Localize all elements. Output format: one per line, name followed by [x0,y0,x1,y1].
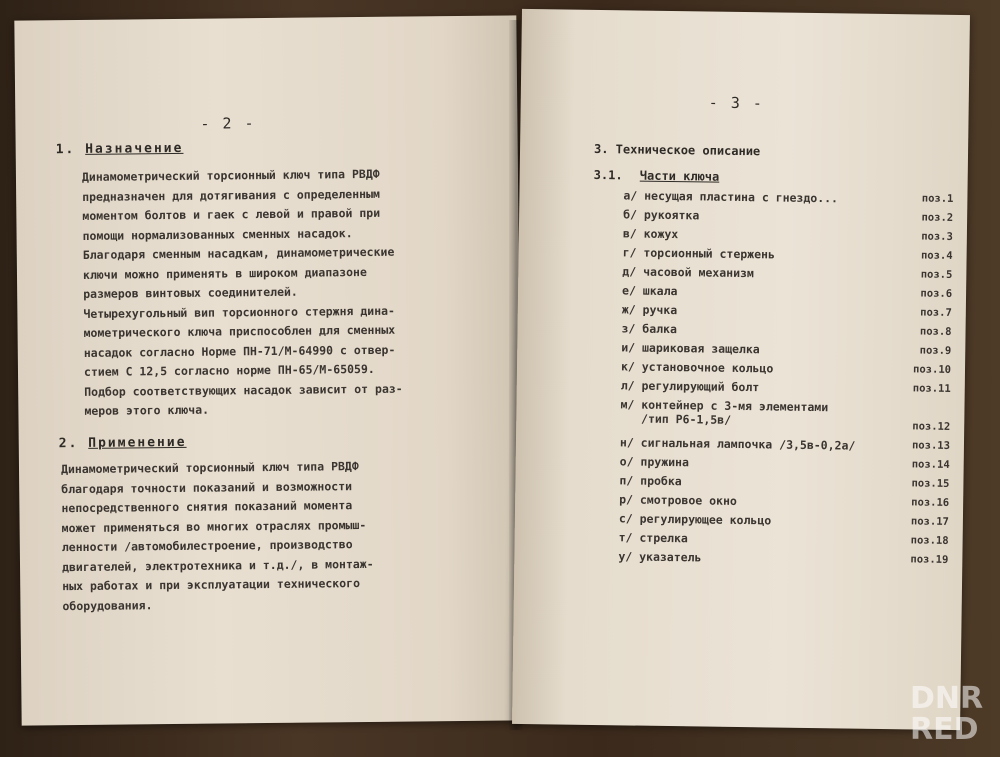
section-title: Назначение [85,140,184,157]
list-item: г/ торсионный стержень поз.4 [622,245,953,262]
list-item: к/ установочное кольцо поз.10 [620,359,952,376]
parts-list [618,188,953,573]
watermark-line: RED [910,712,979,747]
watermark-logo [910,683,990,745]
subsection-title: Части ключа [639,168,720,184]
list-item: о/ пружина поз.14 [619,454,950,471]
section-number: 2. [58,436,79,452]
section-1-heading [56,141,184,157]
list-item: р/ смотровое окно поз.16 [619,492,950,509]
list-item: н/ сигнальная лампочка /3,5в-0,2а/ поз.13 [619,435,951,453]
section-title: Применение [88,434,187,451]
list-item: м/ контейнер с 3-мя элементами /тип Р6-1,5в/ поз.12 [620,397,951,433]
page-number: - 2 - [200,114,256,133]
section-2-heading [59,435,187,451]
list-item: т/ стрелка поз.18 [618,530,949,547]
section-3-heading: 3. Техническое описание [593,141,761,159]
list-item: ж/ ручка поз.7 [621,302,952,319]
list-item: а/ несущая пластина с гнездо... поз.1 [623,188,954,206]
list-item: с/ регулирующее кольцо поз.17 [618,511,949,528]
list-item: п/ пробка поз.15 [619,473,950,490]
list-item: е/ шкала поз.6 [621,283,953,300]
list-item: у/ указатель поз.19 [618,549,949,566]
list-item: б/ рукоятка поз.2 [623,207,954,224]
section-number: 1. [55,142,76,158]
list-item: з/ балка поз.8 [621,321,952,338]
left-page [14,15,523,725]
watermark-line: DNR [910,681,984,716]
list-item: и/ шариковая защелка поз.9 [621,340,952,357]
list-item: л/ регулирующий болт поз.11 [620,378,951,395]
right-page [512,9,970,730]
section-2-text: Динамометрический торсионный ключ типа РВДФ благодаря точности показаний и возможности непосредственного снятия показаний момента может применяться во многих отраслях промыш- ленности /автомобилестроение, производство двигателей, электротехника и т.д./, в монтаж- ных работах и при эксплуатации технического оборудования. [60,459,374,613]
list-item: д/ часовой механизм поз.5 [622,264,953,281]
page-number: - 3 - [708,93,765,113]
section-1-text: Динамометрический торсионный ключ типа РВДФ предназначен для дотягивания с определенным моментом болтов и гаек с левой и правой при помощи нормализованных сменных насадок. Благодаря сменным насадкам, динамометрические ключи можно применять в широком диапазоне размеров винтовых соединителей. Четырехугольный вип торсионного стержня дина- мометрического ключа приспособлен для сменных насадок согласно Норме ПН-71/М-64990 с отвер- стием С 12,5 согласно норме ПН-65/М-65059. Подбор соответствующих насадок зависит от раз- меров этого ключа. [81,166,403,418]
list-item: в/ кожух поз.3 [622,226,953,243]
subsection-number: 3.1. [593,167,623,183]
subsection-heading [594,168,720,184]
